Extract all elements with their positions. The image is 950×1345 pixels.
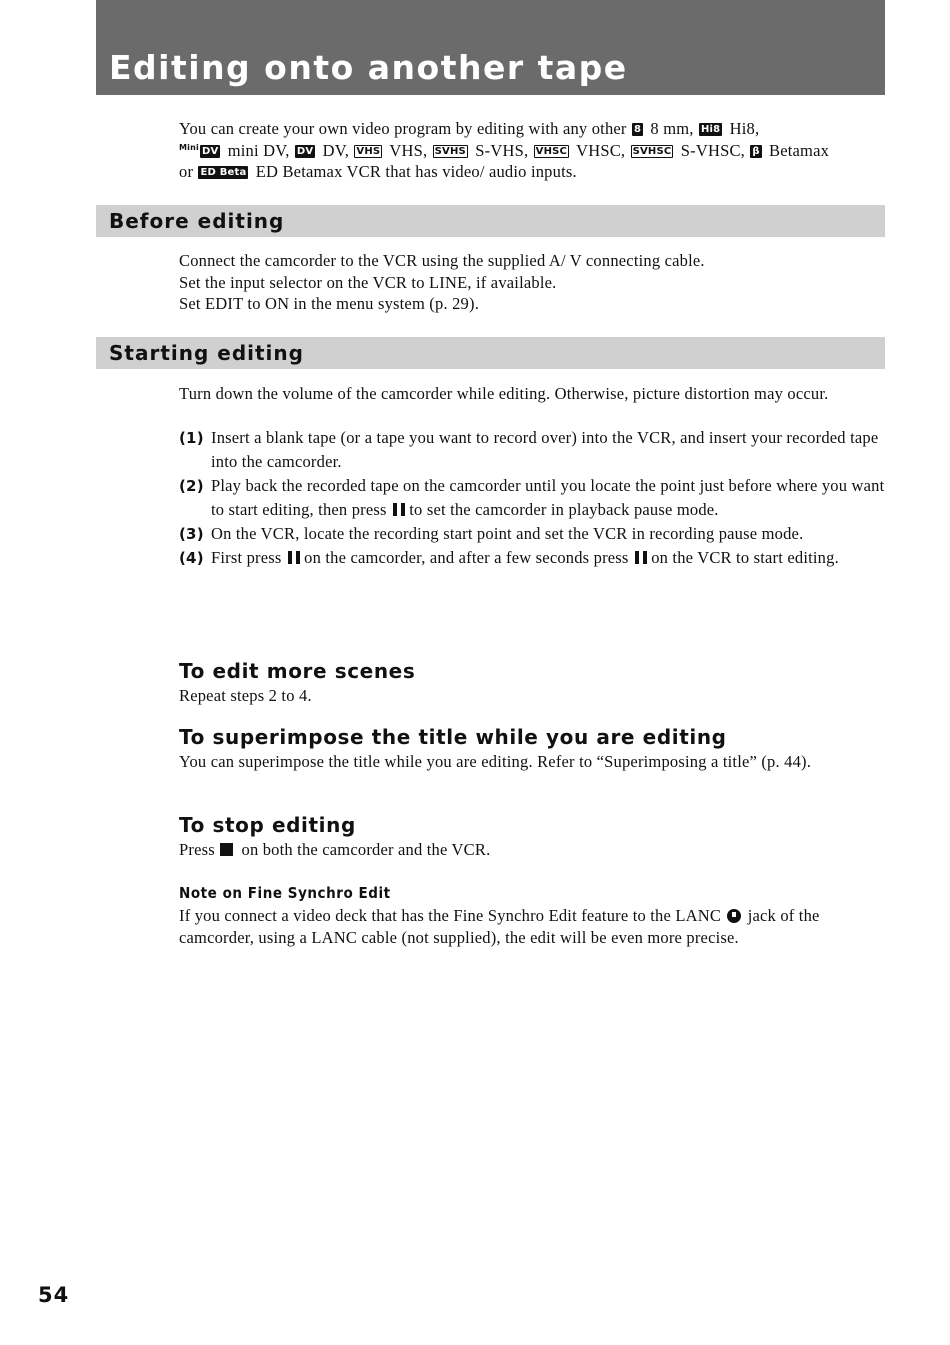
before-editing-heading: Before editing [109, 209, 285, 233]
page-number: 54 [38, 1283, 70, 1307]
before-editing-line: Connect the camcorder to the VCR using the supplied A/ V connecting cable. [179, 251, 705, 270]
stop-editing-text [179, 839, 889, 861]
ed-betamax-format-icon: ED Beta [200, 167, 247, 178]
mini-label-icon: Mini [179, 142, 199, 152]
stop-icon [220, 843, 233, 856]
starting-editing-section-bar [96, 337, 885, 369]
step-number: (2) [179, 477, 204, 495]
superimpose-text: You can superimpose the title while you are editing. Refer to “Superimposing a title” (p. 44). [179, 752, 812, 771]
step-item [179, 474, 889, 522]
intro-text: DV, [318, 140, 354, 160]
intro-text: mini DV, [223, 140, 294, 160]
hi8-format-icon: Hi8 [700, 124, 721, 135]
vhsc-format-icon: VHSC [535, 145, 568, 157]
vhs-format-icon: VHS [356, 145, 381, 157]
note-text-part: jack of the camcorder, using a LANC cable (not supplied), the edit will be even more precise. [179, 906, 820, 947]
edit-more-scenes-text: Repeat steps 2 to 4. [179, 686, 312, 705]
starting-editing-heading: Starting editing [109, 341, 304, 365]
before-editing-text [179, 250, 889, 315]
intro-paragraph [179, 118, 889, 183]
note-text-part: If you connect a video deck that has the Fine Synchro Edit feature to the LANC [179, 906, 726, 925]
pause-icon [635, 551, 643, 564]
intro-text: Betamax [764, 140, 830, 160]
betamax-format-icon: β [752, 145, 760, 157]
before-editing-line: Set EDIT to ON in the menu system (p. 29). [179, 294, 480, 313]
intro-text: S-VHSC, [676, 140, 750, 160]
note-heading: Note on Fine Synchro Edit [179, 884, 391, 902]
pause-icon [393, 503, 401, 516]
step-text: Insert a blank tape (or a tape you want to record over) into the VCR, and insert your recorded tape into the camcorder. [211, 428, 879, 471]
minidv-format-icon: DV [201, 145, 219, 157]
step-text: First press [211, 548, 286, 567]
stop-editing-text-part: on both the camcorder and the VCR. [237, 840, 491, 859]
intro-text: or [179, 162, 198, 181]
step-item [179, 426, 889, 474]
svhsc-format-icon: SVHSC [632, 145, 672, 157]
intro-text: ED Betamax VCR that has video/ audio inputs. [251, 162, 577, 181]
step-text: to set the camcorder in playback pause mode. [404, 500, 719, 519]
step-number: (1) [179, 429, 204, 447]
step-number: (4) [179, 549, 204, 567]
8mm-format-icon: 8 [633, 124, 642, 135]
step-text: on the camcorder, and after a few seconds press [299, 548, 633, 567]
step-text: Play back the recorded tape on the camcorder until you locate the point just before where you want to start editing, then press [211, 476, 885, 519]
before-editing-line: Set the input selector on the VCR to LINE, if available. [179, 272, 557, 292]
stop-editing-text-part: Press [179, 840, 220, 859]
intro-text: You can create your own video program by editing with any other [179, 119, 631, 138]
starting-editing-intro: Turn down the volume of the camcorder while editing. Otherwise, picture distortion may occur. [179, 384, 829, 403]
steps-list [179, 426, 889, 570]
pause-icon [288, 551, 296, 564]
intro-text: S-VHS, [470, 140, 533, 160]
before-editing-section-bar [96, 205, 885, 237]
dv-format-icon: DV [296, 145, 314, 157]
lanc-icon [727, 909, 741, 923]
step-text: On the VCR, locate the recording start point and set the VCR in recording pause mode. [211, 524, 804, 543]
intro-text: 8 mm, [646, 119, 698, 138]
svhs-format-icon: SVHS [434, 145, 466, 157]
step-number: (3) [179, 525, 204, 543]
intro-text: VHS, [385, 140, 432, 160]
step-text: on the VCR to start editing. [646, 548, 839, 567]
stop-editing-heading: To stop editing [179, 813, 356, 837]
title-bar [96, 0, 885, 95]
superimpose-heading: To superimpose the title while you are editing [179, 725, 727, 749]
intro-text: VHSC, [572, 140, 630, 160]
step-item [179, 522, 889, 546]
step-item [179, 546, 889, 570]
note-text [179, 905, 891, 948]
edit-more-scenes-heading: To edit more scenes [179, 659, 416, 683]
intro-text: Hi8, [725, 119, 760, 138]
page-title: Editing onto another tape [109, 48, 628, 87]
